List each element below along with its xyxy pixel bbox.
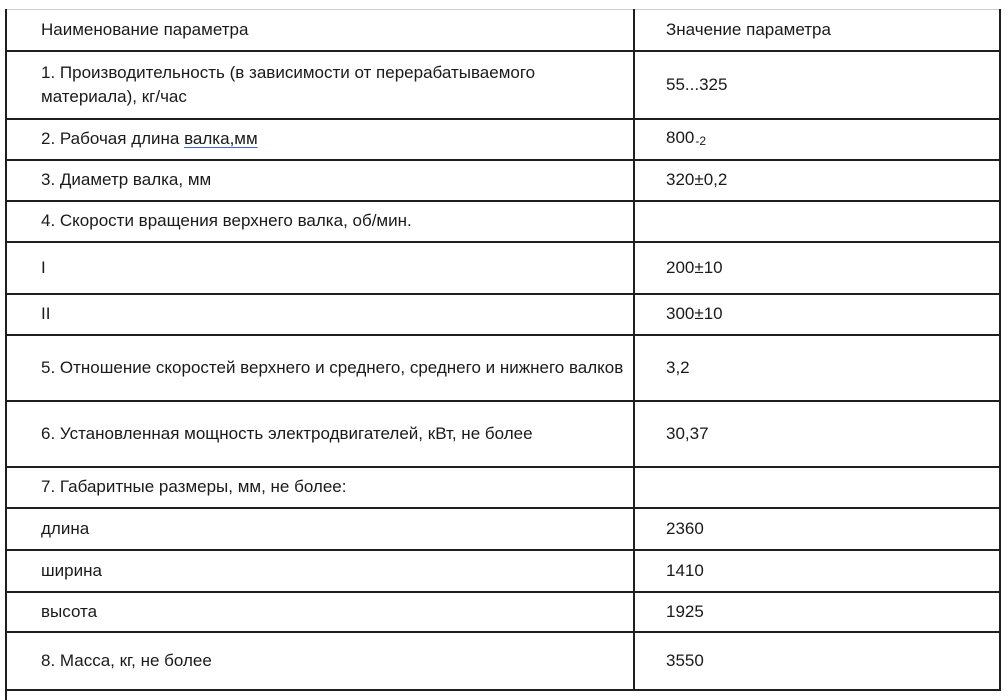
row-value: 55...325 <box>634 51 1000 119</box>
table-header-row <box>6 10 1000 51</box>
table-row <box>6 294 1000 335</box>
row-name: II <box>6 294 634 335</box>
table-row <box>6 160 1000 201</box>
row-name: 7. Габаритные размеры, мм, не более: <box>6 467 634 508</box>
row-value <box>634 201 1000 242</box>
table-row <box>6 467 1000 508</box>
row-name: ширина <box>6 550 634 592</box>
table-row <box>6 119 1000 160</box>
row-value: 320±0,2 <box>634 160 1000 201</box>
row-value: 1925 <box>634 592 1000 632</box>
row-name <box>6 119 634 160</box>
row-value <box>634 467 1000 508</box>
table-row <box>6 335 1000 401</box>
row-name: 5. Отношение скоростей верхнего и среднего, среднего и нижнего валков <box>6 335 634 401</box>
header-parameter-value: Значение параметра <box>634 10 1000 51</box>
row-name: 6. Установленная мощность электродвигателей, кВт, не более <box>6 401 634 467</box>
row-value: 2360 <box>634 508 1000 550</box>
spellcheck-underlined-text: валка,мм <box>184 129 258 148</box>
value-tolerance-subscript: -2 <box>695 133 707 148</box>
row-value: 3,2 <box>634 335 1000 401</box>
table-row <box>6 201 1000 242</box>
table-row <box>6 592 1000 632</box>
row-value: 300±10 <box>634 294 1000 335</box>
row-name: высота <box>6 592 634 632</box>
parameters-table <box>5 9 1001 691</box>
table-row <box>6 632 1000 690</box>
table-row <box>6 508 1000 550</box>
row-name-prefix: 2. Рабочая длина <box>41 129 185 148</box>
row-name: I <box>6 242 634 294</box>
header-parameter-name: Наименование параметра <box>6 10 634 51</box>
parameters-table-wrapper <box>5 9 999 691</box>
row-name: 3. Диаметр валка, мм <box>6 160 634 201</box>
table-row <box>6 242 1000 294</box>
row-value: 30,37 <box>634 401 1000 467</box>
row-value: 200±10 <box>634 242 1000 294</box>
row-value <box>634 119 1000 160</box>
row-name: 1. Производительность (в зависимости от перерабатываемого материала), кг/час <box>6 51 634 119</box>
next-table-border-fragment <box>5 690 7 700</box>
row-value: 1410 <box>634 550 1000 592</box>
table-row <box>6 550 1000 592</box>
row-name: 8. Масса, кг, не более <box>6 632 634 690</box>
value-main: 800 <box>666 127 695 147</box>
row-value: 3550 <box>634 632 1000 690</box>
table-row <box>6 51 1000 119</box>
row-name: длина <box>6 508 634 550</box>
row-name: 4. Скорости вращения верхнего валка, об/мин. <box>6 201 634 242</box>
table-row <box>6 401 1000 467</box>
